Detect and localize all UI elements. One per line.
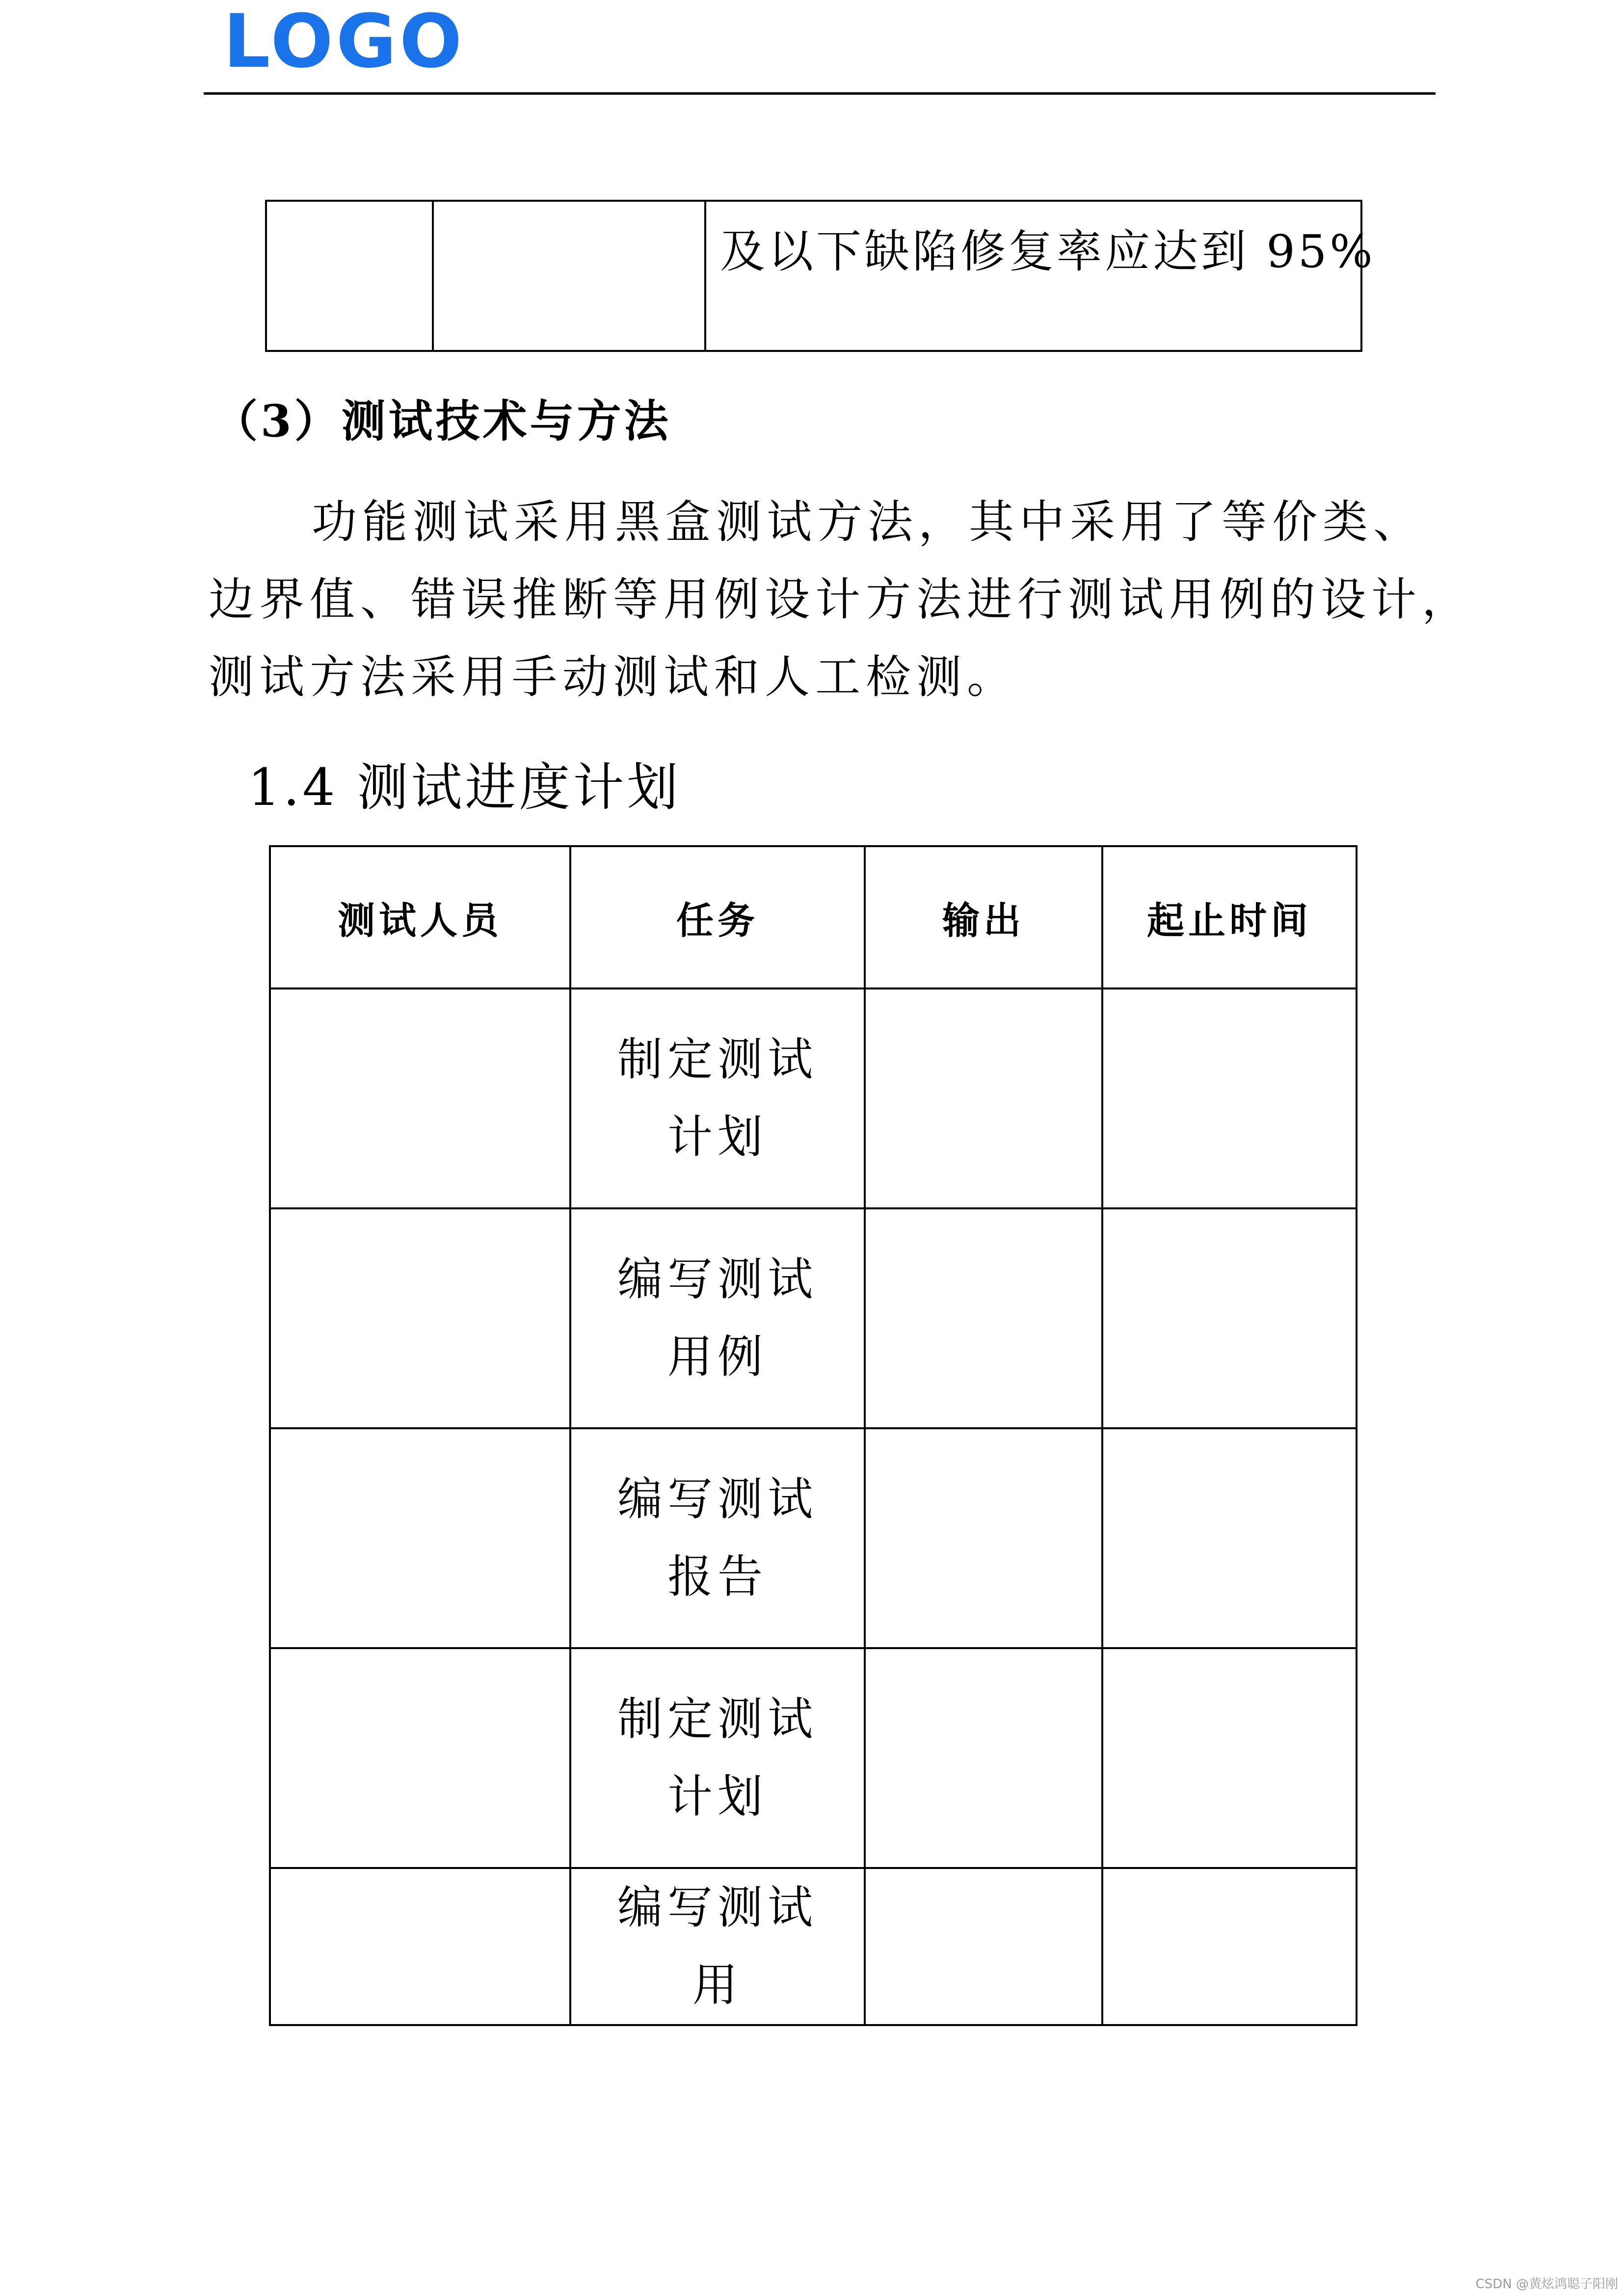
table-cell xyxy=(433,201,705,351)
cell-person xyxy=(270,1868,570,2025)
paragraph-line: 测试方法采用手动测试和人工检测。 xyxy=(209,651,1018,703)
cell-person xyxy=(270,1428,570,1648)
cell-person xyxy=(270,988,570,1208)
watermark: CSDN @黄炫鸿聪子阳刚 xyxy=(1475,2277,1618,2292)
defect-fix-rate-text: 及以下缺陷修复率应达到 95% xyxy=(720,225,1376,278)
task-text: 编写测试报告 xyxy=(617,1473,818,1603)
cell-time xyxy=(1102,1428,1357,1648)
table-row xyxy=(270,1428,1357,1648)
cell-time xyxy=(1102,1208,1357,1428)
table-row xyxy=(270,1868,1357,2025)
table-row xyxy=(270,988,1357,1208)
table-cell xyxy=(266,201,433,351)
cell-time xyxy=(1102,1648,1357,1868)
cell-person xyxy=(270,1648,570,1868)
logo: LOGO xyxy=(223,0,465,84)
header-output: 输出 xyxy=(865,846,1102,988)
task-text: 编写测试用 xyxy=(617,1881,818,2011)
cell-task xyxy=(570,1428,865,1648)
table-cell xyxy=(705,201,1376,351)
header-divider xyxy=(204,92,1436,95)
method-paragraph xyxy=(209,483,1473,716)
header-time: 起止时间 xyxy=(1102,846,1357,988)
task-text: 制定测试计划 xyxy=(617,1033,818,1163)
paragraph-line: 边界值、错误推断等用例设计方法进行测试用例的设计， xyxy=(209,573,1473,626)
continued-table xyxy=(265,200,1376,352)
table-row xyxy=(270,1208,1357,1428)
cell-task xyxy=(570,1208,865,1428)
subsection-heading: （3）测试技术与方法 xyxy=(213,395,671,447)
cell-person xyxy=(270,1208,570,1428)
cell-output xyxy=(865,1868,1102,2025)
task-text: 编写测试用例 xyxy=(617,1253,818,1383)
table-row xyxy=(266,201,1361,351)
paragraph-line: 功能测试采用黑盒测试方法，其中采用了等价类、 xyxy=(312,496,1424,548)
cell-output xyxy=(865,988,1102,1208)
cell-time xyxy=(1102,1868,1357,2025)
cell-task xyxy=(570,988,865,1208)
section-title: 1.4 测试进度计划 xyxy=(248,757,681,817)
cell-output xyxy=(865,1208,1102,1428)
header-person: 测试人员 xyxy=(270,846,570,988)
cell-task xyxy=(570,1868,865,2025)
cell-output xyxy=(865,1428,1102,1648)
cell-time xyxy=(1102,988,1357,1208)
cell-output xyxy=(865,1648,1102,1868)
cell-task xyxy=(570,1648,865,1868)
header-task: 任务 xyxy=(570,846,865,988)
task-text: 制定测试计划 xyxy=(617,1693,818,1823)
schedule-table xyxy=(269,845,1358,2026)
table-header-row xyxy=(270,846,1357,988)
table-row xyxy=(270,1648,1357,1868)
